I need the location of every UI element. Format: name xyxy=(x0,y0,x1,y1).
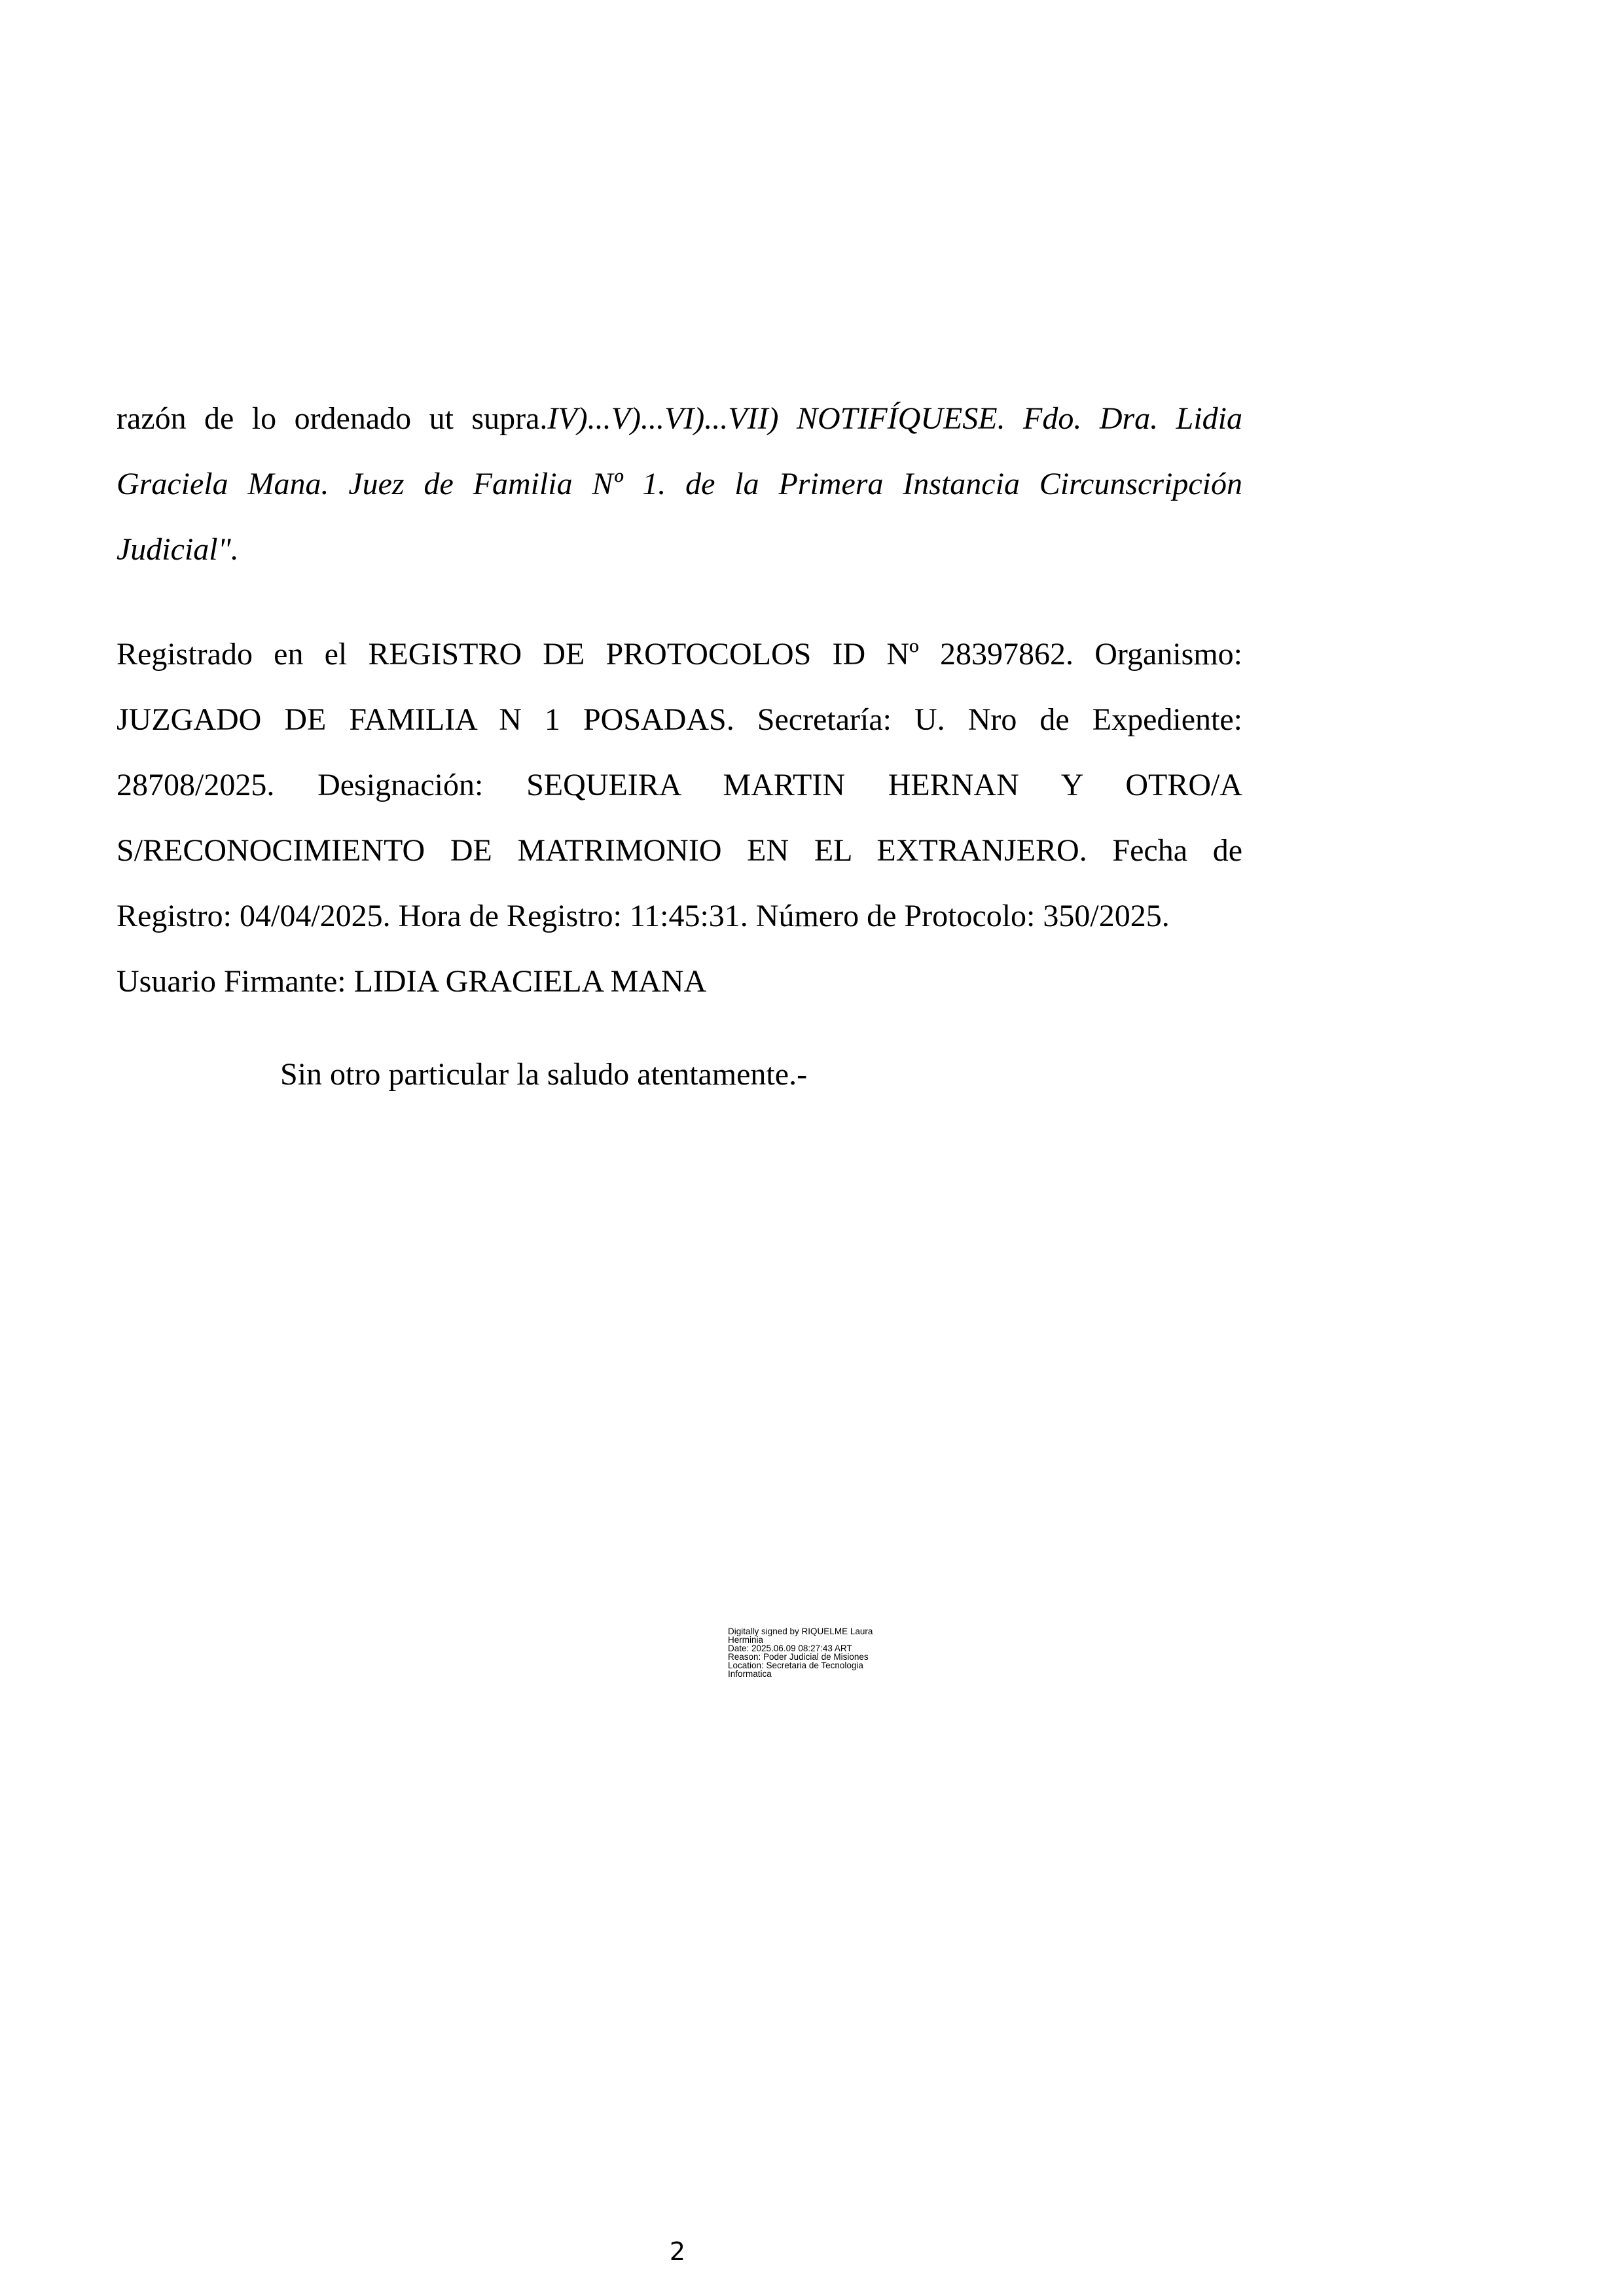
paragraph-resolution-excerpt xyxy=(117,386,1242,583)
signature-line: Herminia xyxy=(728,1635,764,1645)
signature-line: Digitally signed by RIQUELME Laura xyxy=(728,1626,873,1636)
registry-signing-user: Usuario Firmante: LIDIA GRACIELA MANA xyxy=(117,964,707,999)
paragraph-italic-quote: IV)...V)...VI)...VII) NOTIFÍQUESE. Fdo. Dra. Lidia Graciela Mana. Juez de Familia Nº 1. de la Primera Instancia Circunscripción Judicial". xyxy=(117,401,1242,567)
paragraph-intro-text: razón de lo ordenado ut supra. xyxy=(117,401,548,436)
signature-line: Reason: Poder Judicial de Misiones xyxy=(728,1652,869,1662)
closing-salutation: Sin otro particular la saludo atentamente.- xyxy=(280,1057,808,1092)
page-number: 2 xyxy=(669,2237,686,2266)
digital-signature-stamp xyxy=(728,1627,924,1678)
signature-line: Date: 2025.06.09 08:27:43 ART xyxy=(728,1643,852,1653)
signature-line: Informatica xyxy=(728,1669,772,1679)
signature-line: Location: Secretaria de Tecnologia xyxy=(728,1660,863,1670)
paragraph-registry-details xyxy=(117,622,1242,1014)
registry-text: Registrado en el REGISTRO DE PROTOCOLOS ID Nº 28397862. Organismo: JUZGADO DE FAMILIA N 1 POSADAS. Secretaría: U. Nro de Expediente: 28708/2025. Designación: SEQUEIRA MARTIN HERNAN Y OTRO/A S/RECONOCIMIENTO DE MATRIMONIO EN EL EXTRANJERO. Fecha de Registro: 04/04/2025. Hora de Registro: 11:45:31. Número de Protocolo: 350/2025. xyxy=(117,637,1242,933)
